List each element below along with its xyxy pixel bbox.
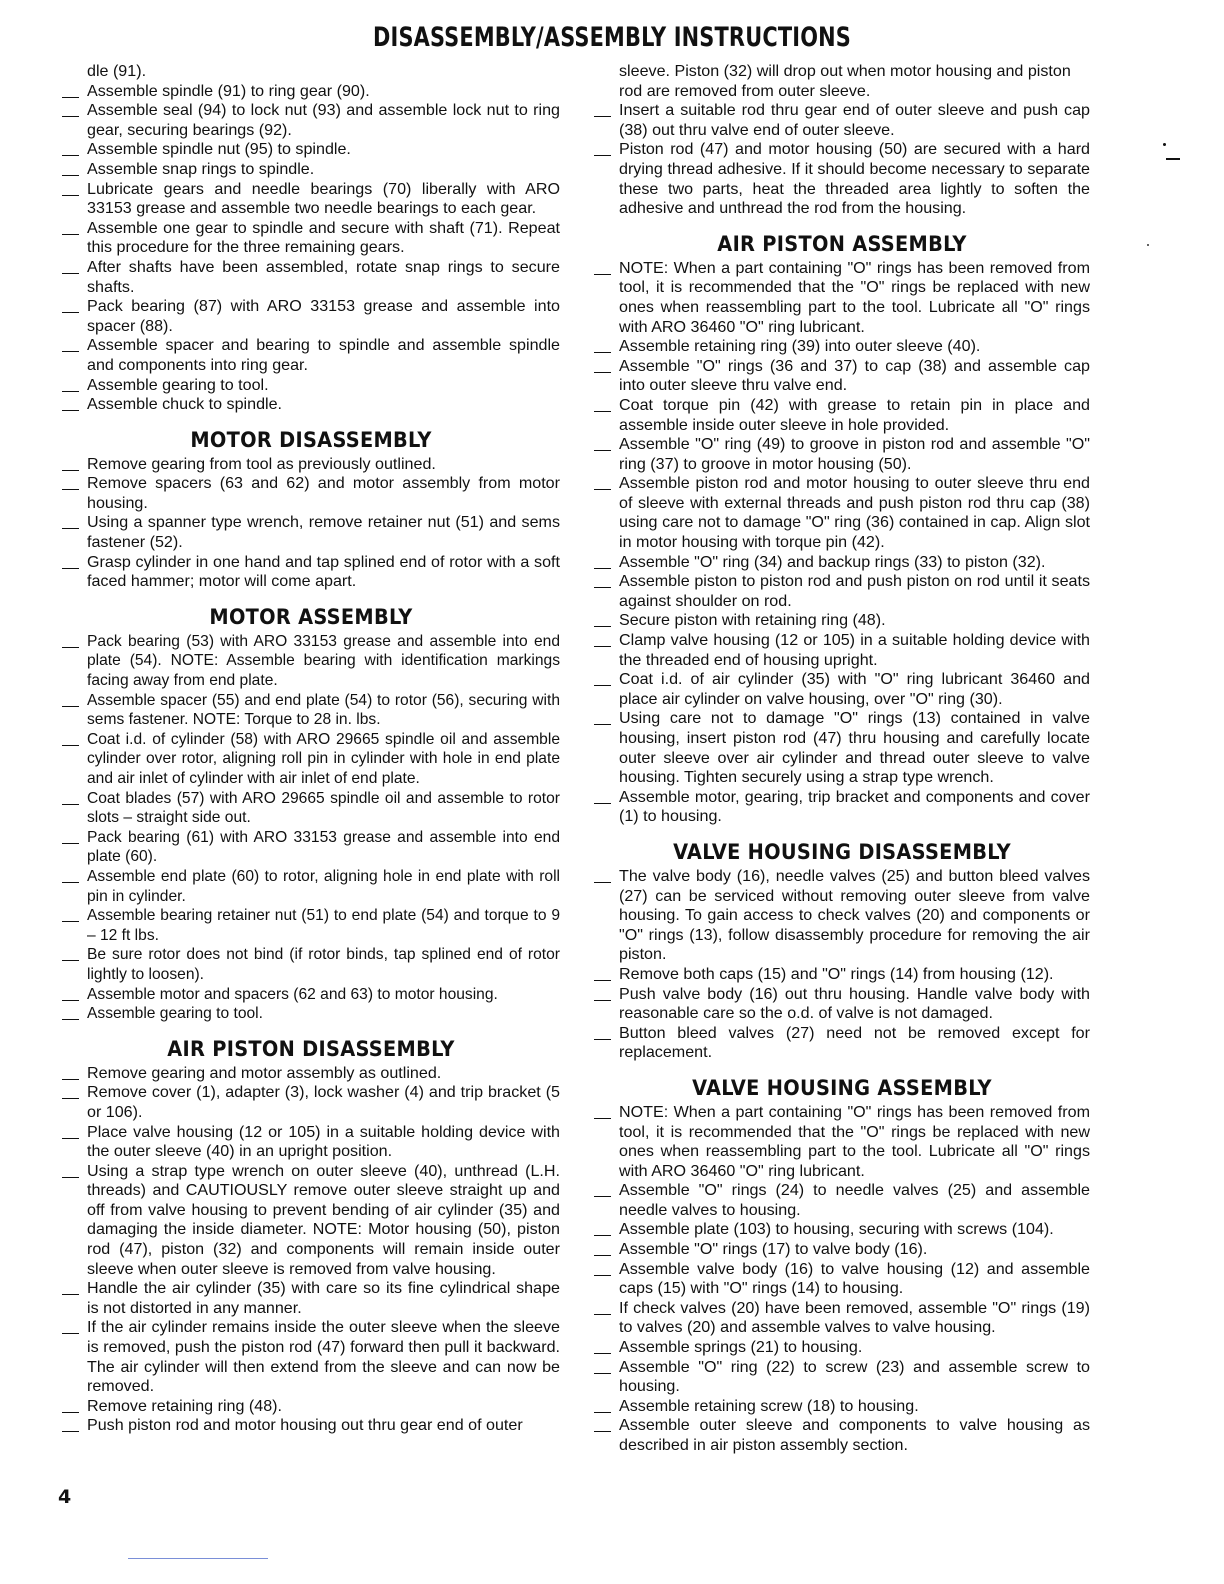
list-item: If check valves (20) have been removed, assemble "O" rings (19) to valves (20) and assemble valves to valve housing. xyxy=(594,1299,1090,1338)
list-item: Remove both caps (15) and "O" rings (14) from housing (12). xyxy=(594,965,1090,985)
valve-housing-assembly-list xyxy=(594,1103,1090,1456)
list-item: Place valve housing (12 or 105) in a suitable holding device with the outer sleeve (40) in an upright position. xyxy=(62,1123,560,1162)
continued-text: dle (91). xyxy=(87,62,147,80)
list-item: The valve body (16), needle valves (25) and button bleed valves (27) can be serviced without removing outer sleeve from valve housing. To gain access to check valves (20) and components or "O" rings (13), follow disassembly procedure for removing the air piston. xyxy=(594,867,1090,965)
list-item: Push valve body (16) out thru housing. Handle valve body with reasonable care so the o.d. of valve is not damaged. xyxy=(594,985,1090,1024)
left-column xyxy=(62,62,560,1436)
list-item: Secure piston with retaining ring (48). xyxy=(594,611,1090,631)
air-piston-assembly-list xyxy=(594,259,1090,827)
list-item: Remove retaining ring (48). xyxy=(62,1397,560,1417)
list-item: Assemble spindle nut (95) to spindle. xyxy=(62,140,560,160)
list-item: Assemble chuck to spindle. xyxy=(62,395,560,415)
list-item: Handle the air cylinder (35) with care so its fine cylindrical shape is not distorted in any manner. xyxy=(62,1279,560,1318)
list-item: Coat i.d. of cylinder (58) with ARO 29665 spindle oil and assemble cylinder over rotor, aligning roll pin in cylinder with hole in end plate and air inlet of cylinder with air inlet of end plate. xyxy=(62,730,560,789)
motor-assembly-heading: MOTOR ASSEMBLY xyxy=(209,604,413,630)
list-item: After shafts have been assembled, rotate snap rings to secure shafts. xyxy=(62,258,560,297)
list-item: Assemble end plate (60) to rotor, aligning hole in end plate with roll pin in cylinder. xyxy=(62,867,560,906)
list-item: Assemble "O" rings (36 and 37) to cap (38) and assemble cap into outer sleeve thru valve end. xyxy=(594,357,1090,396)
list-item: If the air cylinder remains inside the outer sleeve when the sleeve is removed, push the piston rod (47) forward then pull it backward. The air cylinder will then extend from the sleeve and can now be removed. xyxy=(62,1318,560,1396)
list-item: Be sure rotor does not bind (if rotor binds, tap splined end of rotor lightly to loosen). xyxy=(62,945,560,984)
list-item: Pack bearing (53) with ARO 33153 grease and assemble into end plate (54). NOTE: Assemble bearing with identification markings facing away from end plate. xyxy=(62,632,560,691)
page-title: DISASSEMBLY/ASSEMBLY INSTRUCTIONS xyxy=(372,22,851,53)
list-item: Coat i.d. of air cylinder (35) with "O" ring lubricant 36460 and place air cylinder on valve housing, over "O" ring (30). xyxy=(594,670,1090,709)
air-piston-disassembly-continued-list xyxy=(594,101,1090,219)
list-item: Remove gearing from tool as previously outlined. xyxy=(62,455,560,475)
motor-disassembly-heading: MOTOR DISASSEMBLY xyxy=(190,427,432,453)
list-item: Lubricate gears and needle bearings (70) liberally with ARO 33153 grease and assemble two needle bearings to each gear. xyxy=(62,180,560,219)
right-column xyxy=(594,62,1090,1456)
list-item: Using care not to damage "O" rings (13) contained in valve housing, insert piston rod (47) thru housing and carefully locate outer sleeve over air cylinder and thread outer sleeve to valve housing. Tighten securely using a strap type wrench. xyxy=(594,709,1090,787)
list-item: Remove gearing and motor assembly as outlined. xyxy=(62,1064,560,1084)
list-item: Assemble spindle (91) to ring gear (90). xyxy=(62,82,560,102)
valve-housing-assembly-heading: VALVE HOUSING ASSEMBLY xyxy=(692,1075,992,1101)
list-item: Assemble gearing to tool. xyxy=(62,1004,560,1024)
list-item: Using a strap type wrench on outer sleeve (40), unthread (L.H. threads) and CAUTIOUSLY remove outer sleeve straight up and off from valve housing to prevent bending of air cylinder (35) and damaging the inside diameter. NOTE: Motor housing (50), piston rod (47), piston (32) and components will remain inside outer sleeve when outer sleeve is removed from valve housing. xyxy=(62,1162,560,1280)
list-item: Assemble "O" rings (17) to valve body (16). xyxy=(594,1240,1090,1260)
list-item: Button bleed valves (27) need not be removed except for replacement. xyxy=(594,1024,1090,1063)
continued-text: sleeve. Piston (32) will drop out when motor housing and piston rod are removed from outer sleeve. xyxy=(619,62,1071,100)
list-item: Using a spanner type wrench, remove retainer nut (51) and sems fastener (52). xyxy=(62,513,560,552)
page-number: 4 xyxy=(58,1486,72,1508)
valve-housing-disassembly-list xyxy=(594,867,1090,1063)
list-item: Assemble motor, gearing, trip bracket and components and cover (1) to housing. xyxy=(594,788,1090,827)
footer-rule xyxy=(128,1558,268,1559)
margin-mark xyxy=(1147,244,1149,246)
list-item: Coat blades (57) with ARO 29665 spindle oil and assemble to rotor slots – straight side out. xyxy=(62,789,560,828)
margin-mark xyxy=(1166,158,1180,160)
margin-mark xyxy=(1163,143,1166,146)
list-item: Assemble piston rod and motor housing to outer sleeve thru end of sleeve with external threads and push piston rod thru cap (38) using care not to damage "O" ring (36) contained in cap. Align slot in motor housing with torque pin (42). xyxy=(594,474,1090,552)
list-item: Pack bearing (87) with ARO 33153 grease and assemble into spacer (88). xyxy=(62,297,560,336)
air-piston-disassembly-heading: AIR PISTON DISASSEMBLY xyxy=(167,1036,455,1062)
list-item: Grasp cylinder in one hand and tap splined end of rotor with a soft faced hammer; motor will come apart. xyxy=(62,553,560,592)
list-item: Assemble spacer and bearing to spindle and assemble spindle and components into ring gear. xyxy=(62,336,560,375)
list-item: Clamp valve housing (12 or 105) in a suitable holding device with the threaded end of housing upright. xyxy=(594,631,1090,670)
list-item: Assemble "O" ring (34) and backup rings (33) to piston (32). xyxy=(594,553,1090,573)
valve-housing-disassembly-heading: VALVE HOUSING DISASSEMBLY xyxy=(673,839,1011,865)
motor-assembly-list xyxy=(62,632,560,1024)
list-item: Assemble piston to piston rod and push piston on rod until it seats against shoulder on rod. xyxy=(594,572,1090,611)
list-item: Assemble one gear to spindle and secure with shaft (71). Repeat this procedure for the three remaining gears. xyxy=(62,219,560,258)
list-item: Assemble "O" ring (22) to screw (23) and assemble screw to housing. xyxy=(594,1358,1090,1397)
list-item: Assemble motor and spacers (62 and 63) to motor housing. xyxy=(62,985,560,1005)
list-item: NOTE: When a part containing "O" rings has been removed from tool, it is recommended that the "O" rings be replaced with new ones when reassembling part to the tool. Lubricate all "O" rings with ARO 36460 "O" ring lubricant. xyxy=(594,1103,1090,1181)
spindle-assembly-list xyxy=(62,82,560,415)
list-item: Assemble "O" ring (49) to groove in piston rod and assemble "O" ring (37) to groove in motor housing (50). xyxy=(594,435,1090,474)
list-item: Assemble retaining screw (18) to housing. xyxy=(594,1397,1090,1417)
motor-disassembly-list xyxy=(62,455,560,592)
air-piston-disassembly-list xyxy=(62,1064,560,1436)
list-item: Pack bearing (61) with ARO 33153 grease and assemble into end plate (60). xyxy=(62,828,560,867)
list-item: Assemble spacer (55) and end plate (54) to rotor (56), securing with sems fastener. NOTE: Torque to 28 in. lbs. xyxy=(62,691,560,730)
list-item: Push piston rod and motor housing out thru gear end of outer xyxy=(62,1416,560,1436)
list-item: Assemble retaining ring (39) into outer sleeve (40). xyxy=(594,337,1090,357)
list-item: Remove spacers (63 and 62) and motor assembly from motor housing. xyxy=(62,474,560,513)
list-item: Assemble seal (94) to lock nut (93) and assemble lock nut to ring gear, securing bearings (92). xyxy=(62,101,560,140)
list-item: Coat torque pin (42) with grease to retain pin in place and assemble inside outer sleeve in hole provided. xyxy=(594,396,1090,435)
list-item: Assemble outer sleeve and components to valve housing as described in air piston assembly section. xyxy=(594,1416,1090,1455)
list-item: Remove cover (1), adapter (3), lock washer (4) and trip bracket (5 or 106). xyxy=(62,1083,560,1122)
list-item: Assemble valve body (16) to valve housing (12) and assemble caps (15) with "O" rings (14) to housing. xyxy=(594,1260,1090,1299)
air-piston-assembly-heading: AIR PISTON ASSEMBLY xyxy=(717,231,967,257)
list-item: Assemble bearing retainer nut (51) to end plate (54) and torque to 9 – 12 ft lbs. xyxy=(62,906,560,945)
list-item: Assemble springs (21) to housing. xyxy=(594,1338,1090,1358)
list-item: Assemble plate (103) to housing, securing with screws (104). xyxy=(594,1220,1090,1240)
list-item: Assemble gearing to tool. xyxy=(62,376,560,396)
list-item: Insert a suitable rod thru gear end of outer sleeve and push cap (38) out thru valve end of outer sleeve. xyxy=(594,101,1090,140)
list-item: Assemble "O" rings (24) to needle valves (25) and assemble needle valves to housing. xyxy=(594,1181,1090,1220)
list-item: NOTE: When a part containing "O" rings has been removed from tool, it is recommended that the "O" rings be replaced with new ones when reassembling part to the tool. Lubricate all "O" rings with ARO 36460 "O" ring lubricant. xyxy=(594,259,1090,337)
list-item: Piston rod (47) and motor housing (50) are secured with a hard drying thread adhesive. If it should become necessary to separate these two parts, heat the threaded area lightly to soften the adhesive and unthread the rod from the housing. xyxy=(594,140,1090,218)
list-item: Assemble snap rings to spindle. xyxy=(62,160,560,180)
